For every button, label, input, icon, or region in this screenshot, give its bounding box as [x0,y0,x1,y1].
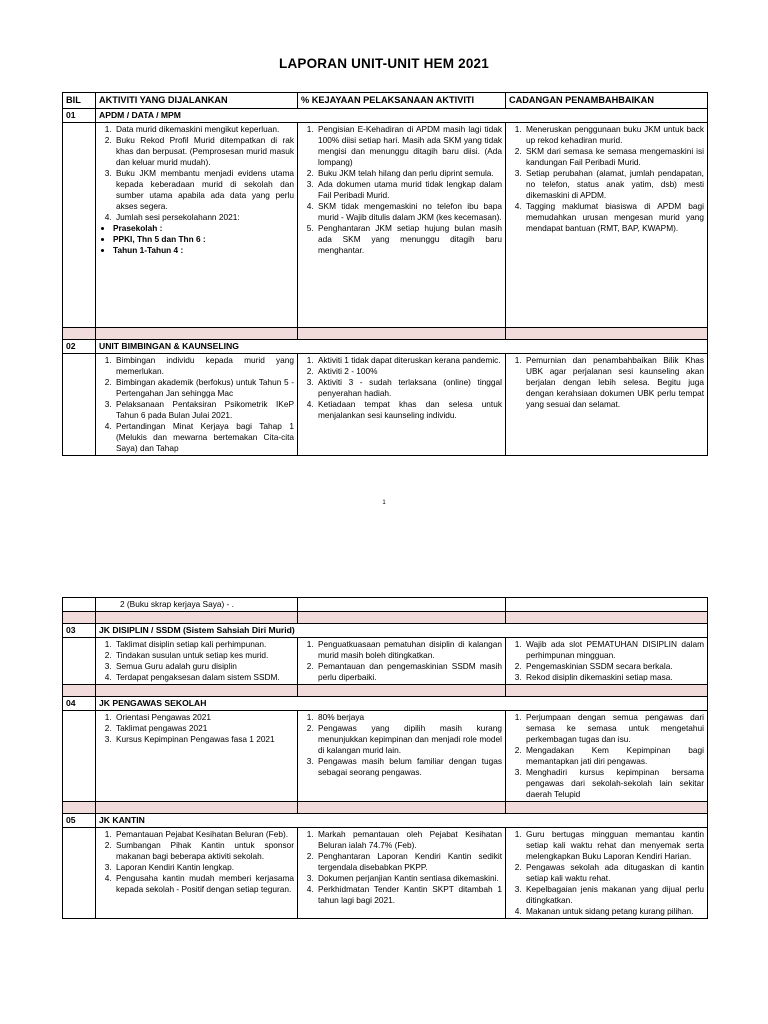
section-bil: 05 [63,814,96,828]
list-item: 3. Semua Guru adalah guru disiplin [114,661,294,672]
list-item: 1. Data murid dikemaskini mengikut keperluan. [114,124,294,135]
section-name: APDM / DATA / MPM [96,109,708,123]
list-item: • Tahun 1-Tahun 4 : [113,245,294,256]
content-row [63,828,708,919]
list-item: 2. Mengadakan Kem Kepimpinan bagi memantapkan jati diri pengawas. [524,745,704,767]
list-item: 2. Sumbangan Pihak Kantin untuk sponsor makanan bagi beberapa aktiviti sekolah. [114,840,294,862]
page-number: 1 [382,500,386,506]
list-item: 3. Kursus Kepimpinan Pengawas fasa 1 2021 [114,734,294,745]
list-item: 1. Wajib ada slot PEMATUHAN DISIPLIN dalam perhimpunan mingguan. [524,639,704,661]
session-bullets [99,223,294,256]
list-item: 4. Terdapat pengaksesan dalam sistem SSDM. [114,672,294,683]
aktiviti-list [99,639,294,683]
list-item: 1. Pemurnian dan penambahbaikan Bilik Khas UBK agar perjalanan sesi kaunseling akan berjalan dengan lebih selesa. Begitu juga dengan kerahsiaan dokumen UBK perlu tempat yang sesuai dan selamat. [524,355,704,410]
list-item: 3. Buku JKM membantu menjadi evidens utama kepada keberadaan murid di sekolah dan sumber utama apabila ada data yang perlu akses segera. [114,168,294,212]
list-item: 3. Kepelbagaian jenis makanan yang dijual perlu ditingkatkan. [524,884,704,906]
list-item: 4. Jumlah sesi persekolahann 2021: [114,212,294,223]
cadangan-list [509,639,704,683]
spacer-row [63,802,708,814]
section-name: JK PENGAWAS SEKOLAH [96,697,708,711]
content-row [63,638,708,685]
section-row [63,340,708,354]
section-row [63,109,708,123]
content-row [63,354,708,456]
section-name: JK DISIPLIN / SSDM (Sistem Sahsiah Diri Murid) [96,624,708,638]
kejayaan-list [301,829,502,906]
section-name: UNIT BIMBINGAN & KAUNSELING [96,340,708,354]
section-bil: 03 [63,624,96,638]
list-item: • Prasekolah : [113,223,294,234]
list-item: 4. Perkhidmatan Tender Kantin SKPT ditambah 1 tahun lagi bagi 2021. [316,884,502,906]
aktiviti-continuation: 2 (Buku skrap kerjaya Saya) - . [96,598,298,612]
list-item: 4. Tagging maklumat biasiswa di APDM bagi memudahkan urusan mengesan murid yang mendapat bantuan (RMT, BAP, KWAPM). [524,201,704,234]
list-item: 2. Pengemaskinian SSDM secara berkala. [524,661,704,672]
continuation-row [63,598,708,612]
section-row [63,624,708,638]
list-item: 1. Bimbingan individu kepada murid yang memerlukan. [114,355,294,377]
table-header-row [63,93,708,109]
list-item: 2. Pengawas yang dipilih masih kurang menunjukkan kepimpinan dan menjadi role model di kalangan murid lain. [316,723,502,756]
list-item: 4. Pertandingan Minat Kerjaya bagi Tahap 1 (Melukis dan mewarna bertemakan Cita-cita Saya) dan Tahap [114,421,294,454]
header-kejayaan: % KEJAYAAN PELAKSANAAN AKTIVITI [298,93,506,109]
list-item: 3. Rekod disiplin dikemaskini setiap masa. [524,672,704,683]
spacer-row [63,612,708,624]
list-item: 2. Pemantauan dan pengemaskinian SSDM masih perlu diperbaiki. [316,661,502,683]
header-aktiviti: AKTIVITI YANG DIJALANKAN [96,93,298,109]
list-item: 2. Pengawas sekolah ada ditugaskan di kantin setiap kali waktu rehat. [524,862,704,884]
list-item: 1. Meneruskan penggunaan buku JKM untuk back up rekod kehadiran murid. [524,124,704,146]
cadangan-list [509,712,704,800]
aktiviti-list [99,712,294,745]
header-cadangan: CADANGAN PENAMBAHBAIKAN [506,93,708,109]
aktiviti-list [99,829,294,895]
list-item: 1. Perjumpaan dengan semua pengawas dari semasa ke semasa untuk mengetahui perkembagan tugas dan isu. [524,712,704,745]
page-title: LAPORAN UNIT-UNIT HEM 2021 [279,56,489,71]
list-item: 3. Menghadiri kursus kepimpinan bersama pengawas dari sekolah-sekolah lain sekitar daerah Telupid [524,767,704,800]
list-item: 3. Laporan Kendiri Kantin lengkap. [114,862,294,873]
list-item: 4. SKM tidak mengemaskini no telefon ibu bapa murid - Wajib ditulis dalam JKM (kes kecemasan). [316,201,502,223]
kejayaan-list [301,124,502,256]
list-item: 2. Aktiviti 2 - 100% [316,366,502,377]
list-item: 2. Tindakan susulan untuk setiap kes murid. [114,650,294,661]
report-table-page-1 [62,92,708,456]
kejayaan-list [301,355,502,421]
aktiviti-list [99,124,294,223]
list-item: 3. Ada dokumen utama murid tidak lengkap dalam Fail Peribadi Murid. [316,179,502,201]
section-row [63,697,708,711]
list-item: 2. Taklimat pengawas 2021 [114,723,294,734]
list-item: 3. Aktiviti 3 - sudah terlaksana (online) tinggal penyerahan hadiah. [316,377,502,399]
section-bil: 02 [63,340,96,354]
list-item: 3. Pelaksanaan Pentaksiran Psikometrik IKeP Tahun 6 pada Bulan Julai 2021. [114,399,294,421]
list-item: 4. Pengusaha kantin mudah memberi kerjasama kepada sekolah - Positif dengan setiap teguran. [114,873,294,895]
content-row [63,711,708,802]
list-item: 2. Penghantaran Laporan Kendiri Kantin sedikit tergendala disebabkan PKPP. [316,851,502,873]
list-item: 1. 80% berjaya [316,712,502,723]
section-bil: 01 [63,109,96,123]
list-item: 2. Buku JKM telah hilang dan perlu diprint semula. [316,168,502,179]
spacer-row [63,328,708,340]
kejayaan-list [301,639,502,683]
list-item: • PPKI, Thn 5 dan Thn 6 : [113,234,294,245]
content-row [63,123,708,328]
list-item: 1. Guru bertugas mingguan memantau kantin setiap kali waktu rehat dan menyemak serta melengkapkan Buku Laporan Kendiri Harian. [524,829,704,862]
list-item: 3. Dokumen perjanjian Kantin sentiasa dikemaskini. [316,873,502,884]
list-item: 4. Ketiadaan tempat khas dan selesa untuk menjalankan sesi kaunseling individu. [316,399,502,421]
list-item: 1. Penguatkuasaan pematuhan disiplin di kalangan murid masih boleh ditingkatkan. [316,639,502,661]
cadangan-list [509,124,704,234]
list-item: 1. Aktiviti 1 tidak dapat diteruskan kerana pandemic. [316,355,502,366]
report-table-page-2 [62,597,708,919]
aktiviti-list [99,355,294,454]
header-bil: BIL [63,93,96,109]
section-bil: 04 [63,697,96,711]
section-name: JK KANTIN [96,814,708,828]
list-item: 2. SKM dari semasa ke semasa mengemaskini isi kandungan Fail Peribadi Murid. [524,146,704,168]
kejayaan-list [301,712,502,778]
cadangan-list [509,355,704,410]
list-item: 3. Setiap perubahan (alamat, jumlah pendapatan, no telefon, status anak yatim, dsb) mesti dikemaskini di APDM. [524,168,704,201]
section-row [63,814,708,828]
list-item: 4. Makanan untuk sidang petang kurang pilihan. [524,906,704,917]
list-item: 5. Penghantaran JKM setiap hujung bulan masih ada SKM yang menunggu ditagih baru menghantar. [316,223,502,256]
list-item: 3. Pengawas masih belum familiar dengan tugas sebagai seorang pengawas. [316,756,502,778]
list-item: 2. Bimbingan akademik (berfokus) untuk Tahun 5 - Pertengahan Jan sehingga Mac [114,377,294,399]
list-item: 1. Taklimat disiplin setiap kali perhimpunan. [114,639,294,650]
spacer-row [63,685,708,697]
list-item: 1. Pengisian E-Kehadiran di APDM masih lagi tidak 100% diisi setiap hari. Masih ada SKM yang tidak mengisi dan menunggu ditagih baru diisi. (Ada lompang) [316,124,502,168]
list-item: 2. Buku Rekod Profil Murid ditempatkan di rak khas dan berpusat. (Pemprosesan murid masuk dan keluar murid mudah). [114,135,294,168]
list-item: 1. Pemantauan Pejabat Kesihatan Beluran (Feb). [114,829,294,840]
list-item: 1. Markah pemantauan oleh Pejabat Kesihatan Beluran ialah 74.7% (Feb). [316,829,502,851]
list-item: 1. Orientasi Pengawas 2021 [114,712,294,723]
cadangan-list [509,829,704,917]
